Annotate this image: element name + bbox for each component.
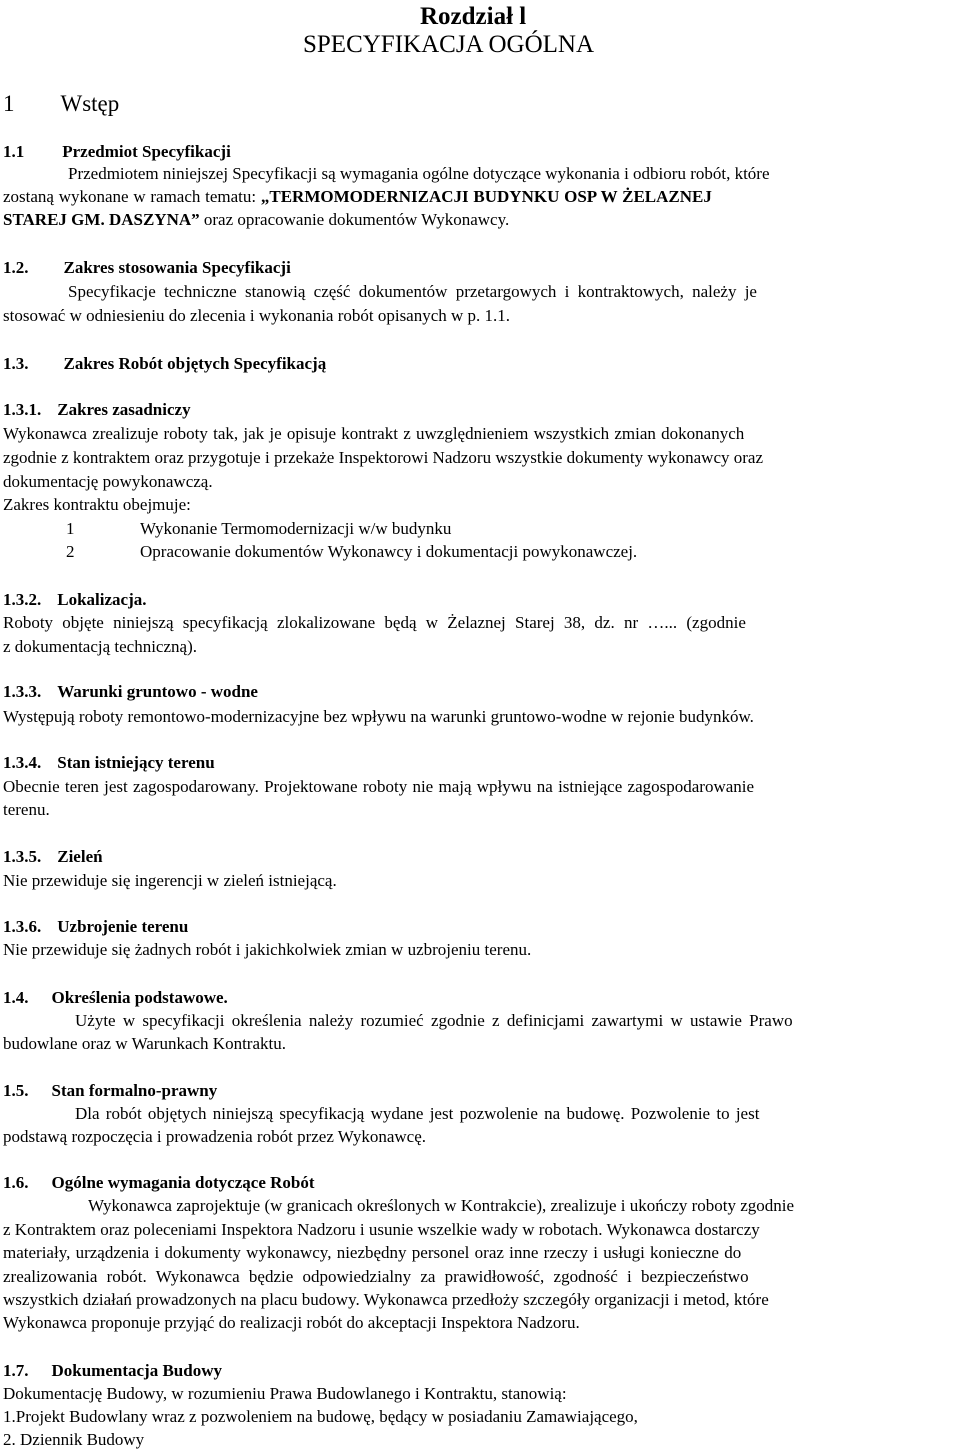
text-run: oraz opracowanie dokumentów Wykonawcy. (199, 210, 510, 229)
paragraph-line: Występują roboty remontowo-modernizacyjne bez wpływu na warunki gruntowo-wodne w rejonie budynków. (3, 707, 754, 726)
section-title: Zieleń (57, 847, 103, 866)
section-1-5-heading (3, 1081, 217, 1101)
paragraph-line: Wykonawca zrealizuje roboty tak, jak je opisuje kontrakt z uwzględnieniem wszystkich zmian dokonanych (3, 424, 745, 443)
paragraph-line: Nie przewiduje się ingerencji w zieleń istniejącą. (3, 871, 337, 890)
paragraph-line: Roboty objęte niniejszą specyfikacją zlokalizowane będą w Żelaznej Starej 38, dz. nr …... (zgodnie (3, 613, 746, 632)
section-title: Uzbrojenie terenu (57, 917, 189, 936)
paragraph-line: stosować w odniesieniu do zlecenia i wykonania robót opisanych w p. 1.1. (3, 306, 511, 325)
chapter-label: Rozdział l (420, 3, 527, 30)
section-1-1-heading (3, 142, 231, 162)
section-title: Stan formalno-prawny (51, 1081, 218, 1100)
section-1-6-heading (3, 1173, 315, 1193)
section-number: 1.3.6. (3, 917, 42, 936)
text-run: zostaną wykonane w ramach tematu: (3, 187, 261, 206)
section-1-3-1-heading (3, 400, 191, 420)
list-item (66, 542, 637, 562)
section-1-3-heading (3, 354, 326, 374)
section-number: 1.3.2. (3, 590, 42, 609)
section-number: 1.6. (3, 1173, 29, 1192)
paragraph-line: terenu. (3, 800, 50, 819)
project-title: „TERMOMODERNIZACJI BUDYNKU OSP W ŻELAZNEJ (260, 187, 712, 206)
paragraph-line (3, 187, 712, 207)
section-1-3-2-heading (3, 590, 147, 610)
paragraph-line: materiały, urządzenia i dokumenty wykonawcy, niezbędny personel oraz inne rzeczy i usługi konieczne do (3, 1243, 742, 1262)
paragraph-line: Obecnie teren jest zagospodarowany. Projektowane roboty nie mają wpływu na istniejące zagospodarowanie (3, 777, 755, 796)
paragraph-line: 1.Projekt Budowlany wraz z pozwoleniem na budowę, będący w posiadaniu Zamawiającego, (3, 1407, 638, 1426)
section-number: 1.4. (3, 988, 29, 1007)
paragraph-line: Dla robót objętych niniejszą specyfikacją wydane jest pozwolenie na budowę. Pozwolenie to jest (75, 1104, 760, 1123)
paragraph-line: Użyte w specyfikacji określenia należy rozumieć zgodnie z definicjami zawartymi w ustawie Prawo (75, 1011, 793, 1030)
paragraph-line: Zakres kontraktu obejmuje: (3, 495, 191, 514)
section-title: Ogólne wymagania dotyczące Robót (51, 1173, 315, 1192)
chapter-title: SPECYFIKACJA OGÓLNA (303, 31, 595, 58)
section-1-2-heading (3, 258, 291, 278)
paragraph-line: zgodnie z kontraktem oraz przygotuje i przekaże Inspektorowi Nadzoru wszystkie dokumenty wykonawcy oraz (3, 448, 764, 467)
paragraph-line: Wykonawca zaprojektuje (w granicach określonych w Kontrakcie), zrealizuje i ukończy roboty zgodnie (88, 1196, 795, 1215)
section-1-3-5-heading (3, 847, 103, 867)
section-number: 1 (3, 91, 15, 116)
section-number: 1.2. (3, 258, 29, 277)
section-title: Przedmiot Specyfikacji (62, 142, 231, 161)
section-number: 1.3. (3, 354, 29, 373)
section-title: Lokalizacja. (57, 590, 147, 609)
section-1-4-heading (3, 988, 228, 1008)
section-title: Zakres stosowania Specyfikacji (63, 258, 291, 277)
section-1-3-6-heading (3, 917, 188, 937)
section-number: 1.7. (3, 1361, 29, 1380)
project-title: STAREJ GM. DASZYNA” (3, 210, 200, 229)
section-number: 1.3.1. (3, 400, 42, 419)
paragraph-line: Nie przewiduje się żadnych robót i jakichkolwiek zmian w uzbrojeniu terenu. (3, 940, 532, 959)
paragraph-line: dokumentację powykonawczą. (3, 472, 213, 491)
section-title: Stan istniejący terenu (57, 753, 215, 772)
section-1-3-3-heading (3, 682, 258, 702)
section-title: Określenia podstawowe. (51, 988, 228, 1007)
section-title: Zakres Robót objętych Specyfikacją (63, 354, 327, 373)
paragraph-line (3, 210, 509, 230)
section-number: 1.3.3. (3, 682, 42, 701)
section-number: 1.3.4. (3, 753, 42, 772)
section-title: Warunki gruntowo - wodne (57, 682, 258, 701)
paragraph-line: z dokumentacją techniczną). (3, 637, 197, 656)
paragraph-line: zrealizowania robót. Wykonawca będzie odpowiedzialny za prawidłowość, zgodność i bezpieczeństwo (3, 1267, 749, 1286)
list-number: 2 (66, 542, 75, 561)
list-text: Opracowanie dokumentów Wykonawcy i dokumentacji powykonawczej. (140, 542, 638, 561)
section-number: 1.1 (3, 142, 25, 161)
section-title: Zakres zasadniczy (57, 400, 191, 419)
section-number: 1.5. (3, 1081, 29, 1100)
section-number: 1.3.5. (3, 847, 42, 866)
paragraph-line: budowlane oraz w Warunkach Kontraktu. (3, 1034, 286, 1053)
list-number: 1 (66, 519, 75, 538)
paragraph-line: podstawą rozpoczęcia i prowadzenia robót przez Wykonawcę. (3, 1127, 426, 1146)
paragraph-line: Wykonawca proponuje przyjąć do realizacji robót do akceptacji Inspektora Nadzoru. (3, 1313, 580, 1332)
section-1-3-4-heading (3, 753, 215, 773)
paragraph-line: Dokumentację Budowy, w rozumieniu Prawa Budowlanego i Kontraktu, stanowią: (3, 1384, 567, 1403)
section-1-heading (3, 90, 119, 118)
paragraph-line: Przedmiotem niniejszej Specyfikacji są wymagania ogólne dotyczące wykonania i odbioru robót, które (68, 164, 770, 183)
list-item (66, 519, 451, 539)
list-text: Wykonanie Termomodernizacji w/w budynku (140, 519, 452, 538)
section-title: Dokumentacja Budowy (51, 1361, 222, 1380)
section-1-7-heading (3, 1361, 222, 1381)
paragraph-line: 2. Dziennik Budowy (3, 1430, 145, 1449)
paragraph-line: z Kontraktem oraz poleceniami Inspektora Nadzoru i usunie wszelkie wady w robotach. Wykonawca dostarczy (3, 1220, 760, 1239)
paragraph-line: wszystkich działań prowadzonych na placu budowy. Wykonawca przedłoży szczegóły organizacji i metod, które (3, 1290, 769, 1309)
section-title: Wstęp (60, 91, 120, 116)
paragraph-line: Specyfikacje techniczne stanowią część dokumentów przetargowych i kontraktowych, należy je (68, 282, 757, 301)
